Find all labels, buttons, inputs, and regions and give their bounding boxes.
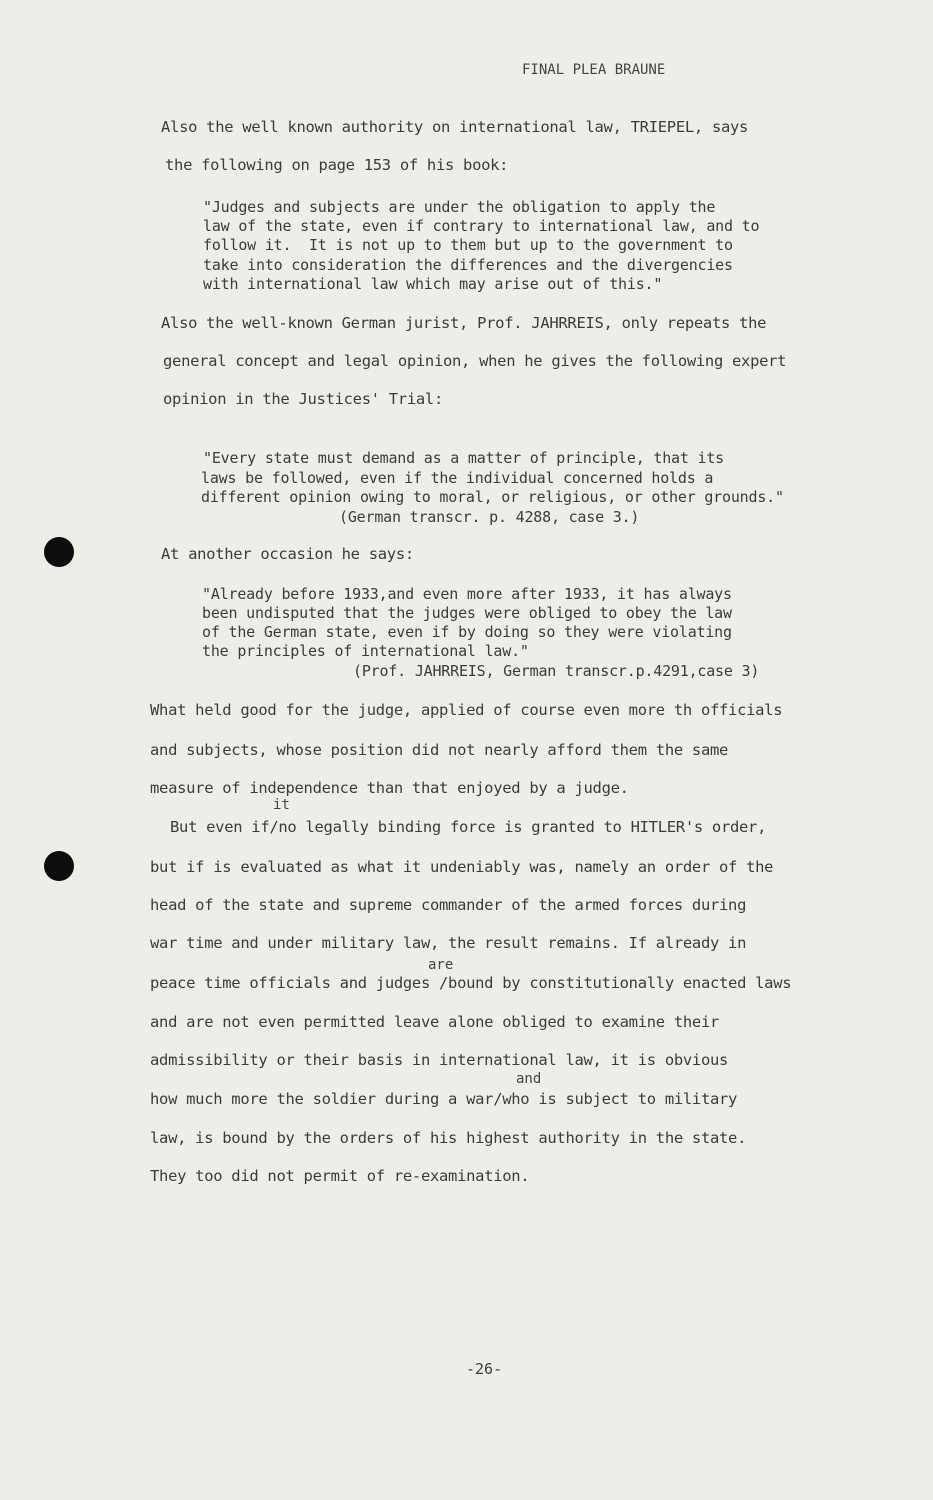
quote-line: with international law which may arise out of this." — [203, 275, 663, 293]
body-line: and subjects, whose position did not nearly afford them the same — [150, 741, 729, 759]
quote-line: "Every state must demand as a matter of principle, that its — [203, 449, 725, 467]
body-line: But even if/no legally binding force is granted to HITLER's order, — [170, 818, 767, 836]
punch-hole-top — [44, 537, 74, 567]
quote-line: "Judges and subjects are under the obligation to apply the — [203, 198, 716, 216]
body-line: measure of independence than that enjoyed by a judge. — [150, 779, 629, 797]
handwritten-insertion: are — [428, 957, 454, 973]
body-line: and are not even permitted leave alone obliged to examine their — [150, 1013, 720, 1031]
quote-line: been undisputed that the judges were obliged to obey the law — [202, 604, 732, 622]
quote-line: the principles of international law." — [202, 642, 529, 660]
body-line: At another occasion he says: — [161, 545, 414, 563]
body-line: war time and under military law, the result remains. If already in — [150, 934, 747, 952]
quote-line: follow it. It is not up to them but up to the government to — [203, 236, 733, 254]
quote-citation: (German transcr. p. 4288, case 3.) — [339, 508, 640, 526]
quote-line: laws be followed, even if the individual concerned holds a — [201, 469, 714, 487]
page-number: -26- — [466, 1360, 503, 1378]
page-header: FINAL PLEA BRAUNE — [522, 62, 666, 78]
body-line: What held good for the judge, applied of course even more th officials — [150, 701, 783, 719]
body-line: how much more the soldier during a war/who is subject to military — [150, 1090, 738, 1108]
body-line: Also the well known authority on international law, TRIEPEL, says — [161, 118, 749, 136]
quote-line: law of the state, even if contrary to international law, and to — [203, 217, 760, 235]
handwritten-insertion: and — [516, 1071, 542, 1087]
body-line: opinion in the Justices' Trial: — [163, 390, 443, 408]
quote-line: different opinion owing to moral, or religious, or other grounds." — [201, 488, 784, 506]
handwritten-insertion: it — [273, 797, 290, 813]
body-line: They too did not permit of re-examination. — [150, 1167, 530, 1185]
quote-line: of the German state, even if by doing so they were violating — [202, 623, 732, 641]
quote-citation: (Prof. JAHRREIS, German transcr.p.4291,case 3) — [353, 662, 760, 680]
body-line: law, is bound by the orders of his highest authority in the state. — [150, 1129, 747, 1147]
quote-line: take into consideration the differences and the divergencies — [203, 256, 733, 274]
quote-line: "Already before 1933,and even more after 1933, it has always — [202, 585, 732, 603]
body-line: Also the well-known German jurist, Prof. JAHRREIS, only repeats the — [161, 314, 767, 332]
body-line: but if is evaluated as what it undeniably was, namely an order of the — [150, 858, 774, 876]
body-line: peace time officials and judges /bound by constitutionally enacted laws — [150, 974, 792, 992]
body-line: general concept and legal opinion, when he gives the following expert — [163, 352, 787, 370]
punch-hole-bottom — [44, 851, 74, 881]
body-line: the following on page 153 of his book: — [165, 156, 509, 174]
body-line: head of the state and supreme commander of the armed forces during — [150, 896, 747, 914]
body-line: admissibility or their basis in international law, it is obvious — [150, 1051, 729, 1069]
